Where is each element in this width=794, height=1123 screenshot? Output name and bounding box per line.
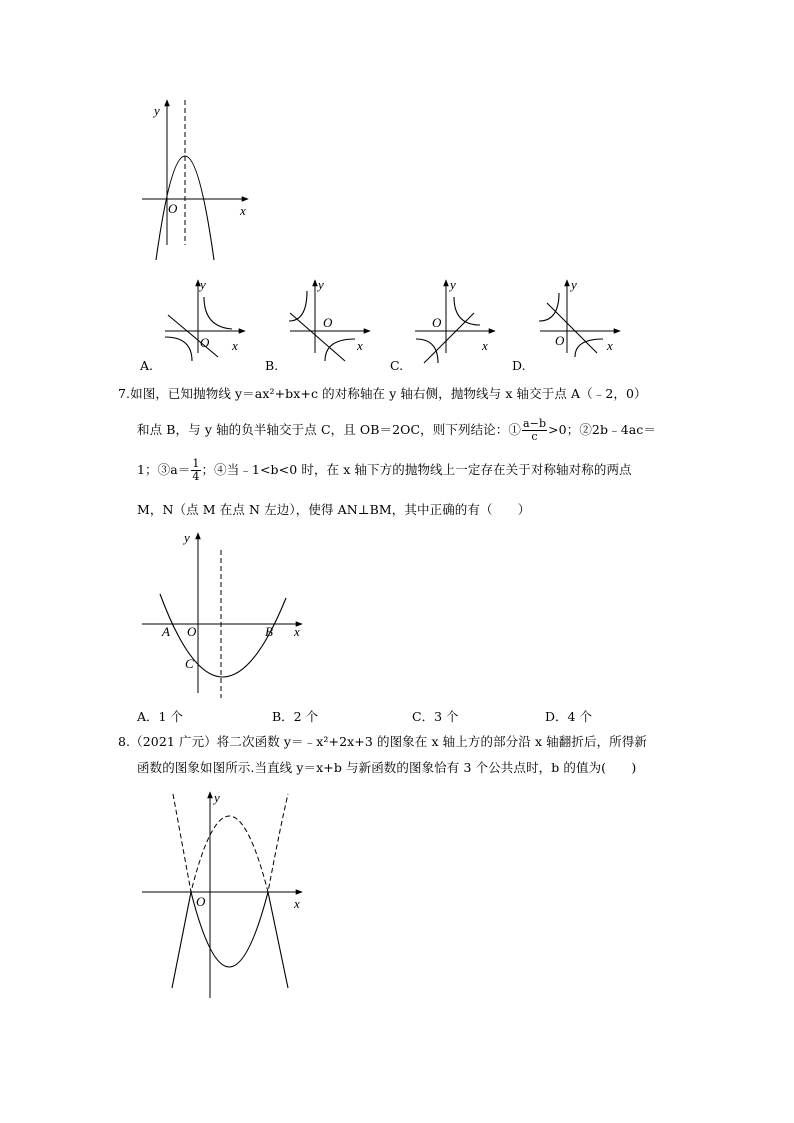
svg-text:O: O	[555, 333, 565, 348]
option-graph-a	[160, 275, 250, 355]
point-c-label: C	[185, 656, 194, 671]
right-branch	[268, 892, 288, 988]
option-graph-c	[410, 275, 500, 355]
svg-text:x: x	[357, 338, 363, 353]
svg-text:x: x	[232, 338, 238, 353]
fraction-a-minus-b-over-c: $\frac{a-b}{c}$	[522, 417, 547, 443]
q7-line-1: 7.如图，已知抛物线 y＝ax²+bx+c 的对称轴在 y 轴右侧，抛物线与 x 轴交于点 A（﹣2，0）	[118, 386, 647, 401]
svg-text:y: y	[571, 277, 577, 292]
origin-label: O	[168, 201, 178, 216]
option-graph-d	[535, 275, 625, 355]
point-a-label: A	[162, 624, 170, 639]
hyperbola-branch-upper	[204, 297, 232, 329]
point-b-label: B	[265, 624, 273, 639]
line-graph	[290, 313, 345, 361]
option-c-label: C.	[390, 358, 404, 373]
q8-line-1: 8.（2021 广元）将二次函数 y＝﹣x²+2x+3 的图象在 x 轴上方的部分沿 x 轴翻折后，所得新	[118, 734, 647, 749]
y-label: y	[154, 103, 160, 118]
svg-text:y: y	[200, 277, 206, 292]
q7-option-b: B．2 个	[272, 709, 319, 724]
q7-line-3: 1；③a＝ $\frac{1}{4}$ ；④当﹣1<b<0 时，在 x 轴下方的抛物线上一定存在关于对称轴对称的两点	[137, 457, 632, 483]
option-d-label: D.	[512, 358, 526, 373]
q7-line-2: 和点 B，与 y 轴的负半轴交于点 C，且 OB＝2OC，则下列结论：① $\frac{a-b}{c}$ >0；②2b﹣4ac＝	[137, 417, 656, 443]
hyperbola-branch-right	[325, 339, 355, 361]
svg-text:x: x	[294, 624, 300, 639]
q7-line-4: M，N（点 M 在点 N 左边），使得 AN⊥BM，其中正确的有（ ）	[137, 502, 531, 517]
svg-text:O: O	[432, 315, 442, 330]
hyperbola-branch-right	[575, 339, 603, 357]
line-graph	[168, 315, 218, 357]
hyperbola-branch-lower	[165, 337, 192, 361]
svg-text:O: O	[196, 894, 206, 909]
svg-text:O: O	[187, 624, 197, 639]
q7-option-c: C．3 个	[412, 709, 459, 724]
hyperbola-branch-left	[289, 291, 307, 321]
x-label: x	[240, 203, 246, 218]
figure-parabola-2	[140, 528, 310, 698]
original-parabola-dashed	[173, 794, 288, 892]
q8-line-2: 函数的图象如图所示.当直线 y＝x+b 与新函数的图象恰有 3 个公共点时，b 的值为( )	[137, 760, 637, 775]
figure-parabola-1	[140, 95, 260, 265]
q7-option-a: A．1 个	[137, 709, 183, 724]
svg-text:y: y	[214, 790, 220, 805]
svg-text:y: y	[184, 530, 190, 545]
svg-text:x: x	[294, 896, 300, 911]
figure-folded-parabola	[140, 788, 310, 1000]
left-branch	[172, 892, 191, 988]
hyperbola-branch-left	[539, 293, 559, 321]
svg-text:y: y	[450, 277, 456, 292]
svg-text:x: x	[607, 338, 613, 353]
hyperbola-branch-upper	[454, 297, 480, 325]
option-a-label: A.	[140, 358, 154, 373]
svg-text:x: x	[482, 338, 488, 353]
q7-option-d: D．4 个	[545, 709, 592, 724]
svg-text:O: O	[323, 315, 333, 330]
option-graph-b	[285, 275, 375, 355]
svg-text:y: y	[318, 277, 324, 292]
fraction-one-quarter: $\frac{1}{4}$	[192, 457, 200, 483]
option-b-label: B.	[265, 358, 279, 373]
svg-text:O: O	[200, 335, 210, 350]
